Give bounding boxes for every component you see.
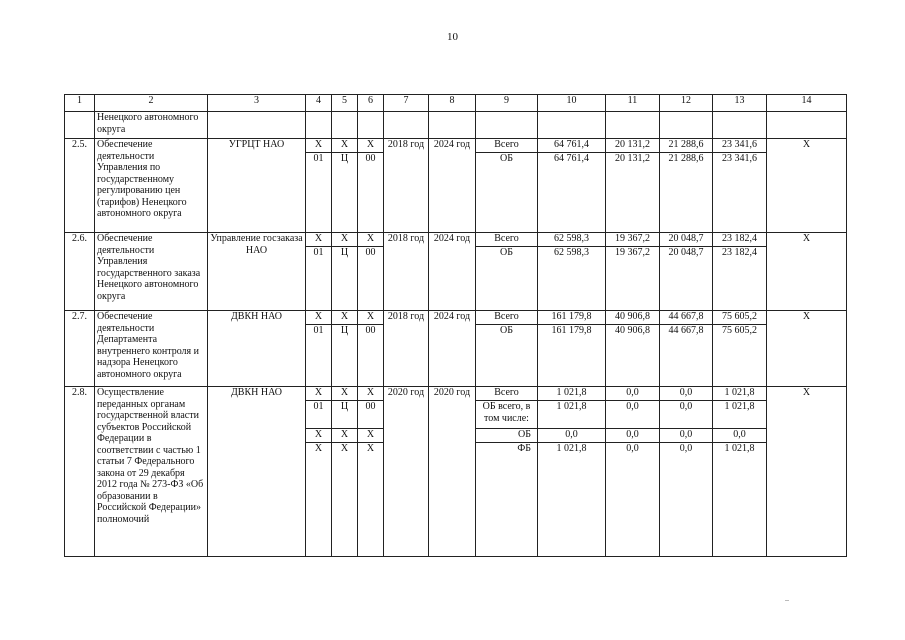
code-cell: Х bbox=[332, 233, 358, 247]
year-value: 44 667,8 bbox=[660, 325, 713, 387]
column-14-value: Х bbox=[767, 387, 847, 557]
program-table bbox=[64, 94, 847, 557]
total-value: 62 598,3 bbox=[538, 233, 606, 247]
year-value: 0,0 bbox=[606, 429, 660, 443]
column-header: 3 bbox=[208, 95, 306, 112]
year-value: 21 288,6 bbox=[660, 139, 713, 153]
start-year: 2018 год bbox=[384, 311, 429, 387]
year-value: 40 906,8 bbox=[606, 325, 660, 387]
funding-source: ОБ bbox=[476, 325, 538, 387]
program-subrow bbox=[65, 139, 847, 153]
column-header: 7 bbox=[384, 95, 429, 112]
year-value: 1 021,8 bbox=[713, 401, 767, 429]
year-value: 21 288,6 bbox=[660, 153, 713, 233]
executor: ДВКН НАО bbox=[208, 311, 306, 387]
year-value: 19 367,2 bbox=[606, 233, 660, 247]
code-cell: 01 bbox=[306, 325, 332, 387]
total-value: 64 761,4 bbox=[538, 139, 606, 153]
column-14-value: Х bbox=[767, 311, 847, 387]
code-cell: Ц bbox=[332, 401, 358, 429]
year-value: 75 605,2 bbox=[713, 311, 767, 325]
executor: ДВКН НАО bbox=[208, 387, 306, 557]
code-cell: 00 bbox=[358, 247, 384, 311]
continuation-name: Ненецкого автономного округа bbox=[95, 112, 208, 139]
funding-source: ОБ bbox=[476, 247, 538, 311]
column-header: 1 bbox=[65, 95, 95, 112]
code-cell: 00 bbox=[358, 325, 384, 387]
column-header: 4 bbox=[306, 95, 332, 112]
year-value: 1 021,8 bbox=[713, 443, 767, 557]
year-value: 23 341,6 bbox=[713, 139, 767, 153]
column-header: 8 bbox=[429, 95, 476, 112]
code-cell: Ц bbox=[332, 247, 358, 311]
funding-source: ОБ bbox=[476, 153, 538, 233]
column-14-value: Х bbox=[767, 233, 847, 311]
end-year: 2020 год bbox=[429, 387, 476, 557]
code-cell: Ц bbox=[332, 325, 358, 387]
code-cell: 01 bbox=[306, 153, 332, 233]
total-value: 64 761,4 bbox=[538, 153, 606, 233]
item-name: Обеспечение деятельности Управления по государственному регулированию цен (тарифов) Ненецкого автономного округа bbox=[95, 139, 208, 233]
total-value: 161 179,8 bbox=[538, 311, 606, 325]
code-cell: Х bbox=[332, 443, 358, 557]
item-number: 2.8. bbox=[65, 387, 95, 557]
column-header: 13 bbox=[713, 95, 767, 112]
column-header: 10 bbox=[538, 95, 606, 112]
total-value: 62 598,3 bbox=[538, 247, 606, 311]
executor: УГРЦТ НАО bbox=[208, 139, 306, 233]
funding-source: Всего bbox=[476, 387, 538, 401]
column-14-value: Х bbox=[767, 139, 847, 233]
code-cell: 00 bbox=[358, 401, 384, 429]
year-value: 0,0 bbox=[660, 387, 713, 401]
item-name: Обеспечение деятельности Департамента внутреннего контроля и надзора Ненецкого автономного округа bbox=[95, 311, 208, 387]
end-year: 2024 год bbox=[429, 233, 476, 311]
code-cell: Х bbox=[306, 429, 332, 443]
item-number: 2.6. bbox=[65, 233, 95, 311]
code-cell: Х bbox=[358, 387, 384, 401]
code-cell: Ц bbox=[332, 153, 358, 233]
column-header: 12 bbox=[660, 95, 713, 112]
column-header: 5 bbox=[332, 95, 358, 112]
year-value: 20 048,7 bbox=[660, 247, 713, 311]
executor: Управление госзаказа НАО bbox=[208, 233, 306, 311]
total-value: 0,0 bbox=[538, 429, 606, 443]
total-value: 1 021,8 bbox=[538, 443, 606, 557]
program-subrow bbox=[65, 311, 847, 325]
year-value: 0,0 bbox=[660, 443, 713, 557]
item-number: 2.5. bbox=[65, 139, 95, 233]
year-value: 23 182,4 bbox=[713, 233, 767, 247]
column-header: 14 bbox=[767, 95, 847, 112]
year-value: 19 367,2 bbox=[606, 247, 660, 311]
year-value: 0,0 bbox=[606, 443, 660, 557]
end-year: 2024 год bbox=[429, 139, 476, 233]
total-value: 1 021,8 bbox=[538, 387, 606, 401]
start-year: 2018 год bbox=[384, 233, 429, 311]
column-header: 11 bbox=[606, 95, 660, 112]
program-subrow bbox=[65, 233, 847, 247]
item-name: Осуществление переданных органам государственной власти субъектов Российской Федерации в соответствии с частью 1 статьи 7 Федерального закона от 29 декабря 2012 года № 273-ФЗ «Об образовании в Российской Федерации» полномочий bbox=[95, 387, 208, 557]
item-name: Обеспечение деятельности Управления государственного заказа Ненецкого автономного округа bbox=[95, 233, 208, 311]
end-year: 2024 год bbox=[429, 311, 476, 387]
code-cell: Х bbox=[358, 443, 384, 557]
year-value: 23 341,6 bbox=[713, 153, 767, 233]
code-cell: Х bbox=[306, 311, 332, 325]
year-value: 0,0 bbox=[606, 401, 660, 429]
page-number: 10 bbox=[447, 31, 458, 43]
code-cell: Х bbox=[306, 233, 332, 247]
funding-source: Всего bbox=[476, 311, 538, 325]
code-cell: Х bbox=[332, 311, 358, 325]
code-cell: Х bbox=[332, 139, 358, 153]
funding-source: ОБ bbox=[476, 429, 538, 443]
total-value: 1 021,8 bbox=[538, 401, 606, 429]
funding-source: Всего bbox=[476, 233, 538, 247]
scan-mark bbox=[785, 600, 789, 601]
code-cell: Х bbox=[358, 233, 384, 247]
start-year: 2020 год bbox=[384, 387, 429, 557]
year-value: 0,0 bbox=[713, 429, 767, 443]
year-value: 20 048,7 bbox=[660, 233, 713, 247]
code-cell: Х bbox=[306, 139, 332, 153]
year-value: 0,0 bbox=[660, 429, 713, 443]
total-value: 161 179,8 bbox=[538, 325, 606, 387]
start-year: 2018 год bbox=[384, 139, 429, 233]
column-header: 9 bbox=[476, 95, 538, 112]
year-value: 23 182,4 bbox=[713, 247, 767, 311]
code-cell: Х bbox=[306, 387, 332, 401]
code-cell: Х bbox=[332, 387, 358, 401]
code-cell: 01 bbox=[306, 401, 332, 429]
code-cell: Х bbox=[358, 429, 384, 443]
column-number-row bbox=[65, 95, 847, 112]
code-cell: 00 bbox=[358, 153, 384, 233]
code-cell: Х bbox=[358, 311, 384, 325]
year-value: 0,0 bbox=[660, 401, 713, 429]
item-number: 2.7. bbox=[65, 311, 95, 387]
funding-source: ФБ bbox=[476, 443, 538, 557]
year-value: 1 021,8 bbox=[713, 387, 767, 401]
year-value: 20 131,2 bbox=[606, 139, 660, 153]
year-value: 20 131,2 bbox=[606, 153, 660, 233]
continuation-row bbox=[65, 112, 847, 139]
code-cell: Х bbox=[332, 429, 358, 443]
code-cell: 01 bbox=[306, 247, 332, 311]
funding-source: Всего bbox=[476, 139, 538, 153]
year-value: 40 906,8 bbox=[606, 311, 660, 325]
year-value: 75 605,2 bbox=[713, 325, 767, 387]
column-header: 6 bbox=[358, 95, 384, 112]
column-header: 2 bbox=[95, 95, 208, 112]
code-cell: Х bbox=[358, 139, 384, 153]
program-subrow bbox=[65, 387, 847, 401]
funding-source: ОБ всего, в том числе: bbox=[476, 401, 538, 429]
year-value: 0,0 bbox=[606, 387, 660, 401]
code-cell: Х bbox=[306, 443, 332, 557]
year-value: 44 667,8 bbox=[660, 311, 713, 325]
